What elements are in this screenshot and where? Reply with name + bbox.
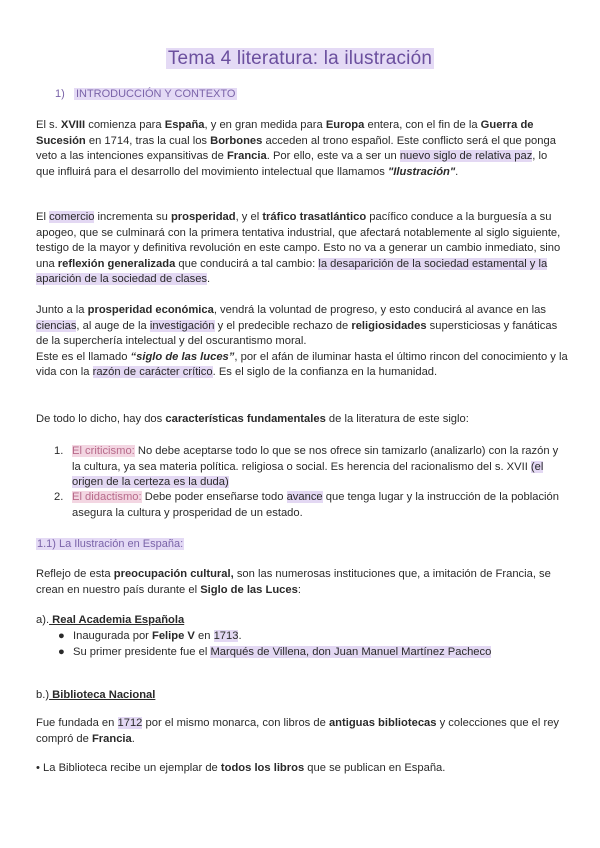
heading-real-academia: a). Real Academia Española: [36, 614, 185, 626]
paragraph-ejemplar: • La Biblioteca recibe un ejemplar de todos los libros que se publican en España.: [36, 762, 446, 774]
list-number-1: 1.: [54, 445, 64, 457]
paragraph-cultural: Reflejo de esta preocupación cultural, son las numerosas instituciones que, a imitación de Francia, se crean en nuestro país durante el Siglo de las Luces:: [36, 568, 551, 596]
bullet-dot: ●: [58, 646, 65, 658]
paragraph-progress: Junto a la prosperidad económica, vendrá la voluntad de progreso, y esto conducirá al avance en las ciencias, al auge de la investigación y el predecible rechazo de religiosidades supersticiosas y fanáticas de la superchería intelectual y del oscurantismo moral. Este es el llamado “siglo de las luces”, por el afán de iluminar hasta el último rincon del conocimiento y la vida con la razón de carácter crítico. Es el siglo de la confianza en la humanidad.: [36, 304, 568, 378]
bullet-dot: ●: [58, 630, 65, 642]
list-item-didactismo: El didactismo: Debe poder enseñarse todo avance que tenga lugar y la instrucción de la población asegura la cultura y prosperidad de un estado.: [72, 491, 559, 519]
section-heading-intro: 1) INTRODUCCIÓN Y CONTEXTO: [55, 88, 236, 100]
paragraph-biblioteca: Fue fundada en 1712 por el mismo monarca, con libros de antiguas bibliotecas y colecciones que el rey compró de Francia.: [36, 717, 560, 745]
subsection-heading-spain: 1.1) La Ilustración en España:: [37, 538, 184, 550]
heading-biblioteca-nacional: b.) Biblioteca Nacional: [36, 689, 156, 701]
paragraph-intro: El s. XVIII comienza para España, y en gran medida para Europa entera, con el fin de la Guerra de Sucesión en 1714, tras la cual los Borbones acceden al trono español. Este conflicto será el que ponga veto a las intenciones expansitivas de Francia. Por ello, este va a ser un nuevo siglo de relativa paz, lo que influirá para el desarrollo del movimiento intelectual que llamamos "Ilustración".: [36, 119, 556, 178]
paragraph-commerce: El comercio incrementa su prosperidad, y el tráfico trasatlántico pacífico conduce a la burguesía a su apogeo, que se culminará con la primera tentativa industrial, que afectará notablemente al siglo siguiente, testigo de la mayor y definitiva revolución en este campo. Esto no va a generar un cambio inmediato, sino una reflexión generalizada que conducirá a tal cambio: la desaparición de la sociedad estamental y la aparición de la sociedad de clases.: [36, 211, 561, 285]
bullet-presidente: Su primer presidente fue el Marqués de Villena, don Juan Manuel Martínez Pacheco: [73, 646, 492, 658]
list-number-2: 2.: [54, 491, 64, 503]
bullet-inaugurada: Inaugurada por Felipe V en 1713.: [73, 630, 242, 642]
list-item-criticismo: El criticismo: No debe aceptarse todo lo que se nos ofrece sin tamizarlo (analizarlo) con la razón y la cultura, ya sea materia política. religiosa o social. Es herencia del racionalismo del s. XVII (el origen de la certeza es la duda): [72, 445, 559, 488]
page-title: Tema 4 literatura: la ilustración: [167, 48, 433, 69]
paragraph-characteristics: De todo lo dicho, hay dos características fundamentales de la literatura de este siglo:: [36, 413, 469, 425]
